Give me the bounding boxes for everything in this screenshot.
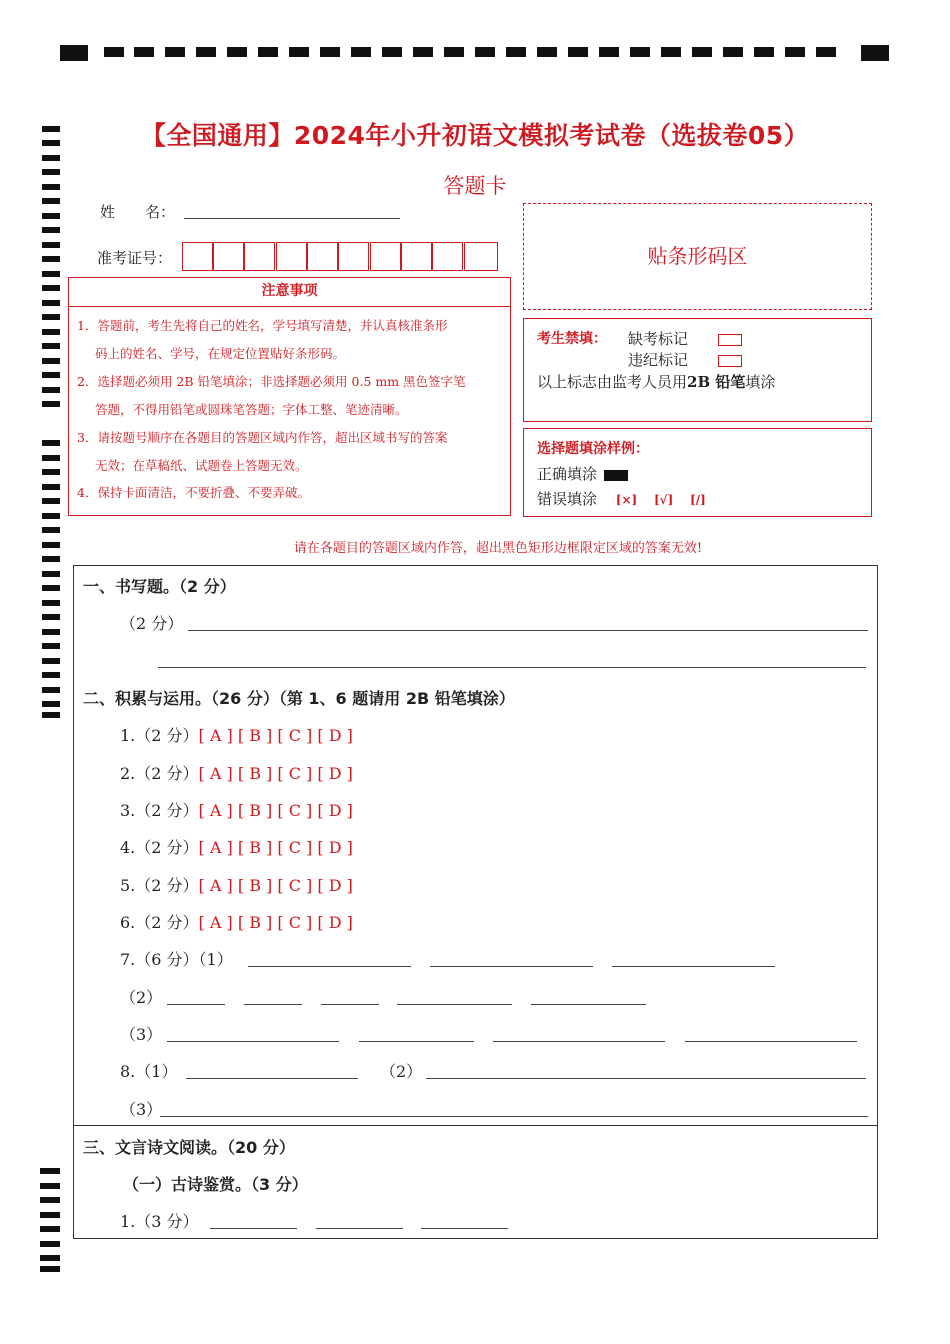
option-b[interactable]: [ B ] — [237, 876, 273, 895]
s3-q1-answer-line[interactable] — [421, 1228, 508, 1229]
option-c[interactable]: [ C ] — [277, 726, 313, 745]
forbid-note-bold: 2B 铅笔 — [687, 373, 746, 391]
section-2-heading: 二、积累与运用。（26 分）（第 1、6 题请用 2B 铅笔填涂） — [83, 689, 515, 708]
s1-answer-line[interactable] — [188, 630, 868, 631]
exam-no-cell[interactable] — [182, 242, 213, 271]
notice-line: 答题，不得用铅笔或圆珠笔答题；字体工整、笔迹清晰。 — [95, 402, 408, 417]
q7-2-answer-line[interactable] — [321, 1004, 379, 1005]
option-a[interactable]: [ A ] — [198, 801, 233, 820]
notice-line: 无效；在草稿纸、试题卷上答题无效。 — [95, 458, 308, 473]
forbid-note — [537, 371, 775, 392]
option-b[interactable]: [ B ] — [237, 838, 273, 857]
option-d[interactable]: [ D ] — [317, 801, 353, 820]
option-d[interactable]: [ D ] — [317, 913, 353, 932]
q7-label: 7.（6 分）（1） — [120, 950, 233, 969]
s1-answer-line[interactable] — [158, 667, 866, 668]
notice-line: 3．请按题号顺序在各题目的答题区域内作答，超出区域书写的答案 — [77, 430, 448, 445]
sample-title: 选择题填涂样例： — [537, 441, 649, 457]
option-c[interactable]: [ C ] — [277, 838, 313, 857]
option-d[interactable]: [ D ] — [317, 726, 353, 745]
option-b[interactable]: [ B ] — [237, 726, 273, 745]
exam-no-cell[interactable] — [276, 242, 307, 271]
absent-label: 缺考标记 — [628, 330, 689, 348]
q8-2-answer-line[interactable] — [426, 1078, 866, 1079]
forbid-note-text: 以上标志由监考人员用 — [537, 373, 688, 391]
section-divider — [73, 1125, 878, 1126]
wrong-mark-x: [×] — [615, 493, 638, 507]
q8-3-label: （3） — [120, 1100, 163, 1119]
q7-2-label: （2） — [120, 988, 163, 1007]
option-c[interactable]: [ C ] — [277, 764, 313, 783]
q7-1-answer-line[interactable] — [248, 966, 411, 967]
exam-no-cell[interactable] — [464, 242, 498, 271]
notice-line: 2．选择题必须用 2B 铅笔填涂；非选择题必须用 0.5 mm 黑色签字笔 — [77, 374, 466, 389]
option-d[interactable]: [ D ] — [317, 838, 353, 857]
correct-sample-row — [537, 463, 628, 484]
s3-q1-answer-line[interactable] — [210, 1228, 297, 1229]
option-d[interactable]: [ D ] — [317, 764, 353, 783]
q8-1-answer-line[interactable] — [186, 1078, 358, 1079]
q7-3-answer-line[interactable] — [359, 1041, 474, 1042]
q7-2-answer-line[interactable] — [397, 1004, 512, 1005]
q7-1-answer-line[interactable] — [430, 966, 593, 967]
option-b[interactable]: [ B ] — [237, 801, 273, 820]
exam-no-cell[interactable] — [401, 242, 432, 271]
correct-label: 正确填涂 — [537, 465, 598, 483]
exam-no-grid[interactable] — [182, 242, 500, 271]
name-field[interactable] — [184, 218, 400, 219]
forbid-note-text: 填涂 — [745, 373, 776, 391]
question-number: 5.（2 分） — [120, 876, 199, 895]
page-subtitle: 答题卡 — [443, 174, 507, 198]
absent-mark-box[interactable] — [718, 334, 742, 346]
s3-q1-label: 1.（3 分） — [120, 1212, 199, 1231]
q7-2-answer-line[interactable] — [167, 1004, 225, 1005]
choice-question-5 — [120, 873, 353, 896]
option-a[interactable]: [ A ] — [198, 838, 233, 857]
violation-mark-box[interactable] — [718, 355, 742, 367]
option-a[interactable]: [ A ] — [198, 913, 233, 932]
q8-2-label: （2） — [380, 1062, 423, 1081]
barcode-label: 贴条形码区 — [647, 244, 748, 268]
sample-box — [523, 428, 872, 517]
q7-1-answer-line[interactable] — [612, 966, 775, 967]
notice-line: 1．答题前，考生先将自己的姓名，学号填写清楚，并认真核准条形 — [77, 318, 448, 333]
exam-no-cell[interactable] — [370, 242, 401, 271]
q7-3-answer-line[interactable] — [685, 1041, 857, 1042]
forbid-label: 考生禁填： — [537, 331, 607, 347]
exam-no-cell[interactable] — [307, 242, 338, 271]
notice-title: 注意事项 — [261, 283, 318, 299]
option-c[interactable]: [ C ] — [277, 876, 313, 895]
barcode-area — [523, 203, 872, 310]
exam-no-cell[interactable] — [432, 242, 463, 271]
question-number: 1.（2 分） — [120, 726, 199, 745]
option-a[interactable]: [ A ] — [198, 764, 233, 783]
option-b[interactable]: [ B ] — [237, 913, 273, 932]
wrong-mark-slash: [/] — [690, 493, 706, 507]
choice-question-1 — [120, 723, 353, 746]
exam-no-cell[interactable] — [213, 242, 244, 271]
violation-mark-row — [628, 349, 742, 370]
exam-no-cell[interactable] — [338, 242, 369, 271]
option-c[interactable]: [ C ] — [277, 913, 313, 932]
page-title: 【全国通用】2024年小升初语文模拟考试卷（选拔卷05） — [140, 121, 810, 150]
choice-question-2 — [120, 761, 353, 784]
choice-question-3 — [120, 798, 353, 821]
question-number: 2.（2 分） — [120, 764, 199, 783]
section-3-heading: 三、文言诗文阅读。（20 分） — [83, 1138, 295, 1157]
violation-label: 违纪标记 — [628, 351, 689, 369]
option-a[interactable]: [ A ] — [198, 726, 233, 745]
q8-3-answer-line[interactable] — [160, 1116, 868, 1117]
notice-line: 4．保持卡面清洁，不要折叠、不要弄破。 — [77, 485, 310, 500]
choice-question-4 — [120, 835, 353, 858]
option-b[interactable]: [ B ] — [237, 764, 273, 783]
wrong-label: 错误填涂 — [537, 490, 598, 508]
section-1-heading: 一、书写题。（2 分） — [83, 577, 236, 596]
q7-2-answer-line[interactable] — [244, 1004, 302, 1005]
s1-question: （2 分） — [120, 614, 184, 633]
q7-3-answer-line[interactable] — [493, 1041, 665, 1042]
absent-mark-row — [628, 328, 742, 349]
filled-mark — [604, 470, 628, 481]
answer-area-warning: 请在各题目的答题区域内作答，超出黑色矩形边框限定区域的答案无效! — [293, 541, 703, 556]
q7-3-answer-line[interactable] — [167, 1041, 339, 1042]
option-d[interactable]: [ D ] — [317, 876, 353, 895]
s3-q1-answer-line[interactable] — [316, 1228, 403, 1229]
wrong-sample-row — [537, 488, 706, 509]
forbid-box — [523, 318, 872, 422]
q8-label: 8.（1） — [120, 1062, 178, 1081]
exam-no-label: 准考证号： — [97, 249, 173, 267]
wrong-mark-check: [√] — [654, 493, 674, 507]
notice-title-box — [68, 277, 511, 307]
option-c[interactable]: [ C ] — [277, 801, 313, 820]
notice-line: 码上的姓名、学号，在规定位置贴好条形码。 — [95, 346, 346, 361]
q7-2-answer-line[interactable] — [531, 1004, 646, 1005]
question-number: 4.（2 分） — [120, 838, 199, 857]
name-label: 姓 名： — [100, 203, 176, 221]
q7-3-label: （3） — [120, 1025, 163, 1044]
section-3-subheading: （一）古诗鉴赏。（3 分） — [123, 1175, 308, 1194]
option-a[interactable]: [ A ] — [198, 876, 233, 895]
question-number: 6.（2 分） — [120, 913, 199, 932]
choice-question-6 — [120, 910, 353, 933]
notice-box — [68, 306, 511, 516]
question-number: 3.（2 分） — [120, 801, 199, 820]
exam-no-cell[interactable] — [244, 242, 275, 271]
